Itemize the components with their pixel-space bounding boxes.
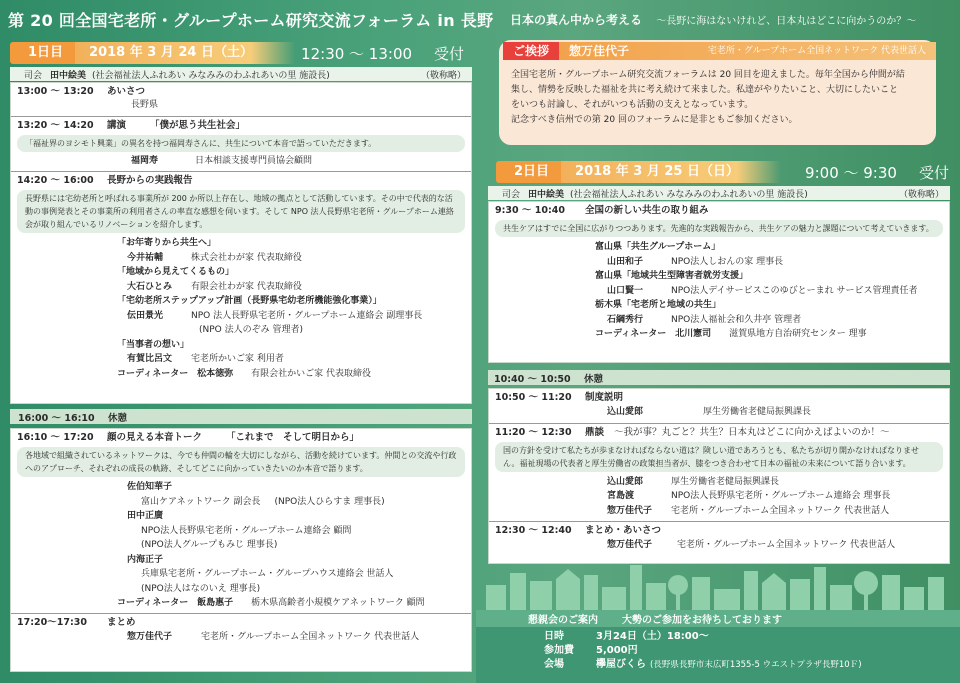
mod-name: 田中絵美 xyxy=(528,189,565,200)
panelist-affiliation-2: (NPO法人ひらすま 理事長) xyxy=(274,496,385,507)
day2-break xyxy=(488,370,950,385)
session-title: 長野からの実践報告 xyxy=(107,175,193,186)
report-title: 富山県「共生グループホーム」 xyxy=(595,242,721,252)
session-title: まとめ xyxy=(107,616,136,628)
report-title: 富山県「地域共生型障害者就労支援」 xyxy=(595,271,749,281)
session-time: 13:20 〜 14:20 xyxy=(17,119,94,131)
speaker-name: 有賀比呂文 xyxy=(127,354,173,364)
program-session xyxy=(489,389,949,424)
reception-venue-label: 会場 xyxy=(544,659,564,670)
day2-header xyxy=(496,159,949,185)
speaker-affiliation: 有限会社わが家 代表取締役 xyxy=(191,281,302,292)
panelist-affiliation: 兵庫県宅老所・グループホーム・グループハウス連絡会 世話人 xyxy=(141,569,394,579)
program-session xyxy=(489,424,949,523)
report-title: 「宅幼老所ステップアップ計画（長野県宅幼老所機能強化事業）」 xyxy=(117,296,382,306)
mod-name: 田中絵美 xyxy=(50,70,87,81)
session-title: 鼎談 xyxy=(585,426,605,438)
reception-venue: 欅屋びくら xyxy=(596,659,646,670)
day2-late-panel xyxy=(488,388,950,564)
program-session xyxy=(11,172,471,384)
panelist-name: 宮島渡 xyxy=(607,491,635,501)
session-description: 国の方針を受けて私たちが歩まなければならない道は？険しい道であろうとも、私たちが切り開かなければなりません。福祉現場の代表者と厚生労働省の政策担当者が、膝をつき合わせて日本の福祉の未来について語り合います。 xyxy=(495,442,943,472)
session-subtitle: 〜我が事？丸ごと？共生？日本丸はどこに向かえばよいのか！〜 xyxy=(614,426,890,438)
greeting-role: 宅老所・グループホーム全国ネットワーク 代表世話人 xyxy=(707,46,926,56)
reception-date: 3月24日（土）18:00〜 xyxy=(596,631,709,642)
day1-reception-label: 受付 xyxy=(434,44,465,63)
reception-title: 懇親会のご案内 xyxy=(528,615,598,626)
program-session xyxy=(489,522,949,556)
panelist-affiliation: NPO法人長野県宅老所・グループホーム連絡会 顧問 xyxy=(141,525,352,536)
report-title: 「お年寄りから共生へ」 xyxy=(117,238,217,248)
session-title: 制度説明 xyxy=(585,392,624,403)
break-time: 10:40 〜 10:50 xyxy=(494,373,571,385)
session-description: 「福祉界のヨシモト興業」の異名を持つ福岡寿さんに、共生について本音で語っていただきます。 xyxy=(17,135,465,152)
honorific-note: （敬称略） xyxy=(420,70,466,81)
session-speaker: 長野県 xyxy=(131,100,159,110)
panelist-name: 内海正子 xyxy=(127,554,164,565)
day1-reception xyxy=(301,43,464,64)
day1-reception-time: 12:30 〜 13:00 xyxy=(301,44,413,63)
reception-fee: 5,000円 xyxy=(596,645,638,656)
greeting-body xyxy=(499,62,936,134)
day2-reception-label: 受付 xyxy=(918,163,949,182)
day1-break xyxy=(10,409,472,424)
program-session xyxy=(11,83,471,117)
program-session xyxy=(11,117,471,173)
session-time: 9:30 〜 10:40 xyxy=(495,205,565,216)
session-subtitle: 「僕が思う共生社会」 xyxy=(150,119,246,131)
panelist-name: 惣万佳代子 xyxy=(607,505,653,516)
speaker-affiliation: 宅老所・グループホーム全国ネットワーク 代表世話人 xyxy=(677,540,896,550)
day2-reception xyxy=(805,162,949,183)
report-title: 「当事者の想い」 xyxy=(117,339,190,350)
panelist-affiliation-2: (NPO法人はなのいえ 理事長) xyxy=(141,583,261,594)
speaker-affiliation: NPO法人福祉会和久井亭 管理者 xyxy=(671,314,802,325)
greeting-box xyxy=(499,40,936,145)
reception-fee-label: 参加費 xyxy=(544,645,574,656)
day2-program-panel xyxy=(488,201,950,363)
report-title: 栃木県「宅老所と地域の共生」 xyxy=(595,300,722,310)
speaker-name: 今井祐輔 xyxy=(127,252,164,263)
speaker-name: 惣万佳代子 xyxy=(607,540,653,550)
day2-moderator xyxy=(488,186,950,200)
subtitle-tagline: 〜長野に海はないけれど、日本丸はどこに向かうのか？〜 xyxy=(656,16,917,27)
greeting-line: 集し、情勢を反映した福祉を共に考え続けて来ました。私達がやりたいこと、大切にしたいこと xyxy=(511,85,899,95)
session-title: あいさつ xyxy=(107,86,146,97)
session-title: 講演 xyxy=(107,119,127,131)
day1-tab: 1日目 xyxy=(10,42,75,64)
speaker-affiliation: NPO法人しおんの家 理事長 xyxy=(671,256,784,267)
coordinator-affiliation: 栃木県高齢者小規模ケアネットワーク 顧問 xyxy=(251,598,425,608)
city-skyline-illustration xyxy=(476,555,960,611)
session-time: 14:20 〜 16:00 xyxy=(17,175,94,186)
greeting-line: 全国宅老所・グループホーム研究交流フォーラムは 20 回目を迎えました。毎年全国から仲間が結 xyxy=(511,70,905,80)
coordinator-label: コーディネーター xyxy=(117,368,189,379)
report-title: 「地域から見えてくるもの」 xyxy=(117,267,235,277)
speaker-affiliation: 宅老所かいご家 利用者 xyxy=(191,354,284,364)
day1-header xyxy=(10,40,464,66)
day2-tab: 2日目 xyxy=(496,161,561,183)
speaker-affiliation-2: (NPO 法人のぞみ 管理者) xyxy=(199,325,303,335)
program-session xyxy=(489,202,949,345)
coordinator-label: コーディネーター xyxy=(595,329,667,339)
day1-moderator xyxy=(10,67,472,81)
greeting-name: 惣万佳代子 xyxy=(569,44,630,58)
reception-date-label: 日時 xyxy=(544,631,564,642)
panelist-name: 込山愛郎 xyxy=(607,476,644,487)
speaker-name: 福岡寿 xyxy=(131,155,159,166)
session-title: まとめ・あいさつ xyxy=(585,525,662,536)
greeting-line: をいつも討論し、それがいつも活動の支えとなっています。 xyxy=(511,100,754,110)
speaker-affiliation: NPO 法人長野県宅老所・グループホーム連絡会 副理事長 xyxy=(191,310,423,321)
coordinator-affiliation: 有限会社かいご家 代表取締役 xyxy=(251,368,372,379)
program-session xyxy=(11,614,471,648)
honorific-note: （敬称略） xyxy=(898,189,944,200)
coordinator-name: 飯島惠子 xyxy=(197,598,234,608)
session-time: 12:30 〜 12:40 xyxy=(495,525,572,536)
speaker-affiliation: 厚生労働省老健局振興課長 xyxy=(703,407,812,417)
speaker-name: 伝田景光 xyxy=(127,310,164,321)
coordinator-name: 北川憲司 xyxy=(675,329,712,339)
mod-org: (社会福祉法人ふれあい みなみみのわふれあいの里 施設長) xyxy=(92,70,330,81)
speaker-name: 山田和子 xyxy=(607,256,644,267)
session-subtitle: 「これまで そして明日から」 xyxy=(226,432,360,443)
panelist-affiliation: 厚生労働省老健局振興課長 xyxy=(671,476,780,487)
page-subtitle xyxy=(510,11,916,28)
session-title: 顔の見える本音トーク xyxy=(107,432,203,443)
speaker-name: 込山愛郎 xyxy=(607,407,644,417)
reception-call: 大勢のご参加をお待ちしております xyxy=(622,615,782,626)
speaker-name: 惣万佳代子 xyxy=(127,631,173,642)
speaker-affiliation: 日本相談支援専門員協会顧問 xyxy=(195,155,313,166)
session-time: 17:20〜17:30 xyxy=(17,616,87,628)
panelist-affiliation: 宅老所・グループホーム全国ネットワーク 代表世話人 xyxy=(671,505,890,516)
mod-label: 司会 xyxy=(502,189,521,200)
day1-program-panel xyxy=(10,82,472,404)
session-description: 共生ケアはすでに全国に広がりつつあります。先進的な実践報告から、共生ケアの魅力と課題について考えていきます。 xyxy=(495,220,943,237)
page-title: 第 20 回全国宅老所・グループホーム研究交流フォーラム in 長野 xyxy=(8,11,494,30)
session-time: 16:10 〜 17:20 xyxy=(17,432,94,443)
coordinator-label: コーディネーター xyxy=(117,598,189,608)
session-time: 11:20 〜 12:30 xyxy=(495,426,572,438)
speaker-affiliation: NPO法人デイサービスこのゆびとーまれ サービス管理責任者 xyxy=(671,285,918,296)
greeting-bar xyxy=(559,42,936,60)
speaker-name: 大石ひとみ xyxy=(127,281,173,292)
panelist-affiliation: NPO法人長野県宅老所・グループホーム連絡会 理事長 xyxy=(671,491,891,501)
reception-info xyxy=(476,610,960,683)
panelist-name: 田中正廣 xyxy=(127,511,164,521)
day2-reception-time: 9:00 〜 9:30 xyxy=(805,163,897,182)
day1-date: 2018 年 3 月 24 日（土） xyxy=(75,42,295,64)
day1-afternoon-panel xyxy=(10,428,472,672)
mod-label: 司会 xyxy=(24,70,43,81)
panelist-name: 佐伯知華子 xyxy=(127,482,173,492)
coordinator-affiliation: 滋賀県地方自治研究センター 理事 xyxy=(729,329,867,339)
speaker-name: 山口賢一 xyxy=(607,285,644,296)
greeting-line: 記念すべき信州での第 20 回のフォーラムに是非ともご参加ください。 xyxy=(511,115,798,125)
coordinator-name: 松本徳弥 xyxy=(197,368,234,379)
break-label: 休憩 xyxy=(108,412,128,424)
session-description: 長野県には宅幼老所と呼ばれる事業所が 200 か所以上存在し、地域の拠点として活動しています。その中で代表的な活動の事例発表とその事業所の利用者さんの率直な感想を伺います。そして NPO 法人長野県宅老所・グループホーム連絡会が取り組んでいるリノベーションを紹介します。 xyxy=(17,190,465,233)
session-time: 10:50 〜 11:20 xyxy=(495,392,572,403)
panelist-affiliation-2: (NPO法人グループもみじ 理事長) xyxy=(141,540,278,550)
day2-date: 2018 年 3 月 25 日（日） xyxy=(561,161,781,183)
greeting-tag: ご挨拶 xyxy=(503,42,559,60)
panelist-affiliation: 富山ケアネットワーク 副会長 xyxy=(141,496,261,507)
speaker-name: 石綱秀行 xyxy=(607,314,644,325)
break-time: 16:00 〜 16:10 xyxy=(18,412,95,424)
speaker-affiliation: 株式会社わが家 代表取締役 xyxy=(191,252,302,263)
session-description: 各地域で組織されているネットワークは、今でも仲間の輪を大切にしながら、活動を続けています。仲間との交流や行政へのアプローチ、それぞれの成長の軌跡、そしてどこに向かっていきたいのか本音で語ります。 xyxy=(17,447,465,477)
reception-address: (長野県長野市末広町1355-5 ウエストプラザ長野10Ｆ) xyxy=(650,660,862,670)
session-time: 13:00 〜 13:20 xyxy=(17,86,94,97)
speaker-affiliation: 宅老所・グループホーム全国ネットワーク 代表世話人 xyxy=(201,631,420,642)
session-title: 全国の新しい共生の取り組み xyxy=(585,205,709,216)
break-label: 休憩 xyxy=(584,373,604,385)
subtitle-main: 日本の真ん中から考える xyxy=(510,13,643,27)
mod-org: (社会福祉法人ふれあい みなみみのわふれあいの里 施設長) xyxy=(570,189,808,200)
program-session xyxy=(11,429,471,614)
